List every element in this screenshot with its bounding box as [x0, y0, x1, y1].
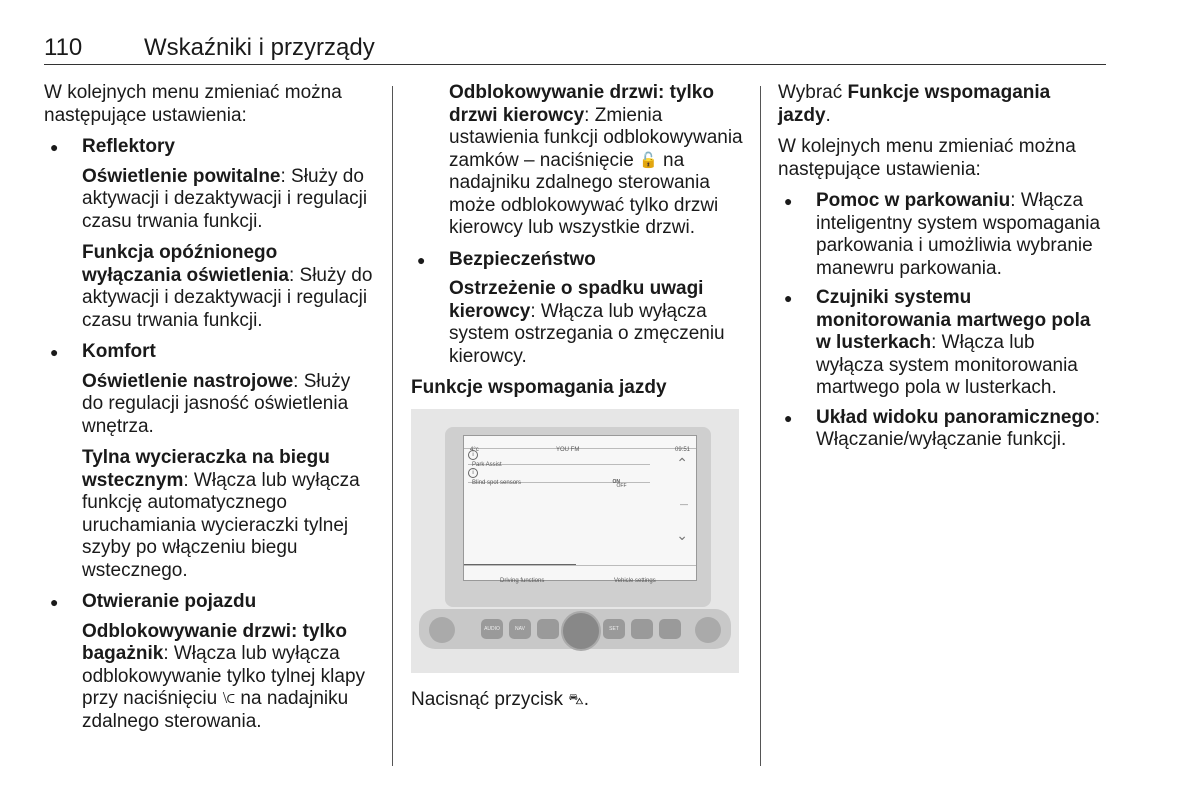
blind-spot-row: Blind spot sensors OFF ON i [468, 468, 650, 483]
tailgate-icon: ⟈ [222, 690, 236, 707]
status-bar: 4°c YOU FM 09:51 [464, 436, 696, 449]
section-heading: Funkcje wspomagania jazdy [411, 377, 667, 398]
item-oswietlenie-powitalne: Oświetlenie powitalne: Służy do aktywacji i dezaktywacji i regulacji czasu trwania funkcji. [82, 165, 368, 232]
dash-icon: — [680, 499, 688, 509]
item-oswietlenie-nastrojowe: Oświetlenie nastrojowe: Służy do regulacji jasność oświetlenia wnętrza. [82, 370, 351, 437]
list-item-uklad-widoku: ● Układ widoku panoramicznego: Włączanie/wyłączanie funkcji. [778, 407, 1106, 452]
item-odblokowywanie-bagaznik: Odblokowywanie drzwi: tylko bagażnik: Włącza lub wyłącza odblokowywanie tylko tylnej klapy przy naciśnięciu ⟈ na nadajniku zdalnego sterowania. [82, 620, 366, 732]
audio-button: AUDIO [481, 619, 503, 639]
volume-knob [561, 611, 601, 651]
infotainment-illustration [411, 409, 739, 673]
toggle-switch: OFF ON [612, 478, 627, 489]
list-item-bezpieczenstwo: ● Bezpieczeństwo [411, 249, 746, 272]
column-3 [778, 82, 1106, 459]
item-funkcja-opoznionego: Funkcja opóźnionego wyłączania oświetlenia: Służy do aktywacji i dezaktywacji i regulacji czasu trwania funkcji. [82, 242, 373, 331]
page-title: Wskaźniki i przyrządy [144, 34, 375, 61]
menu-button [631, 619, 653, 639]
list-item-czujniki: ● Czujniki systemu monitorowania martwego pola w lusterkach: Włącza lub wyłącza system monitorowania martwego pola w lusterkach. [778, 287, 1106, 400]
car-button [659, 619, 681, 639]
list-item-otwieranie: ● Otwieranie pojazdu [44, 591, 374, 614]
page-header [44, 34, 1106, 65]
info-icon: i [468, 468, 478, 478]
item-ostrzezenie-uwagi: Ostrzeżenie o spadku uwagi kierowcy: Włącza lub wyłącza system ostrzegania o zmęczeniu kierowcy. [449, 278, 725, 367]
park-assist-row: Park Assist i [468, 450, 650, 465]
screen-tabs: Driving functions Vehicle settings [464, 565, 696, 580]
list-item-reflektory: ● Reflektory [44, 136, 374, 159]
intro-text: W kolejnych menu zmieniać można następujące ustawienia: [778, 136, 1076, 180]
hazard-icon [429, 617, 455, 643]
phone-button [537, 619, 559, 639]
list-item-pomoc-parkowaniu: ● Pomoc w parkowaniu: Włącza inteligentny system wspomagania parkowania i umożliwia wybranie manewru parkowania. [778, 190, 1106, 280]
page-number: 110 [44, 34, 83, 61]
item-tylna-wycieraczka: Tylna wycieraczka na biegu wstecznym: Włącza lub wyłącza funkcję automatycznego uruchamiania wycieraczki tylnej szyby po włączeniu biegu wstecznego. [82, 447, 360, 581]
column-2 [411, 82, 746, 720]
home-icon [695, 617, 721, 643]
chevron-down-icon: ⌄ [676, 526, 688, 543]
intro-text: W kolejnych menu zmieniać można następujące ustawienia: [44, 82, 342, 126]
press-instruction: Nacisnąć przycisk ⛍. [411, 688, 590, 710]
column-1 [44, 82, 374, 742]
display-screen [463, 435, 697, 584]
list-item-komfort: ● Komfort [44, 341, 374, 364]
set-button: SET [603, 619, 625, 639]
control-panel [419, 609, 731, 649]
nav-button: NAV [509, 619, 531, 639]
column-divider [760, 86, 761, 766]
info-icon: i [468, 450, 478, 460]
wybrac-text: Wybrać Funkcje wspomagania jazdy. [778, 82, 1051, 126]
car-icon: ⛍ [568, 690, 584, 708]
unlock-icon: 🔓 [639, 151, 658, 169]
column-divider [392, 86, 393, 766]
item-odblokowywanie-kierowcy: Odblokowywanie drzwi: tylko drzwi kierowcy: Zmienia ustawienia funkcji odblokowywania zamków – naciśnięcie 🔓 na nadajniku zdalnego sterowania może odblokowywać tylko drzwi kierowcy lub wszystkie drzwi. [449, 82, 743, 238]
chevron-up-icon: ⌃ [676, 454, 688, 471]
